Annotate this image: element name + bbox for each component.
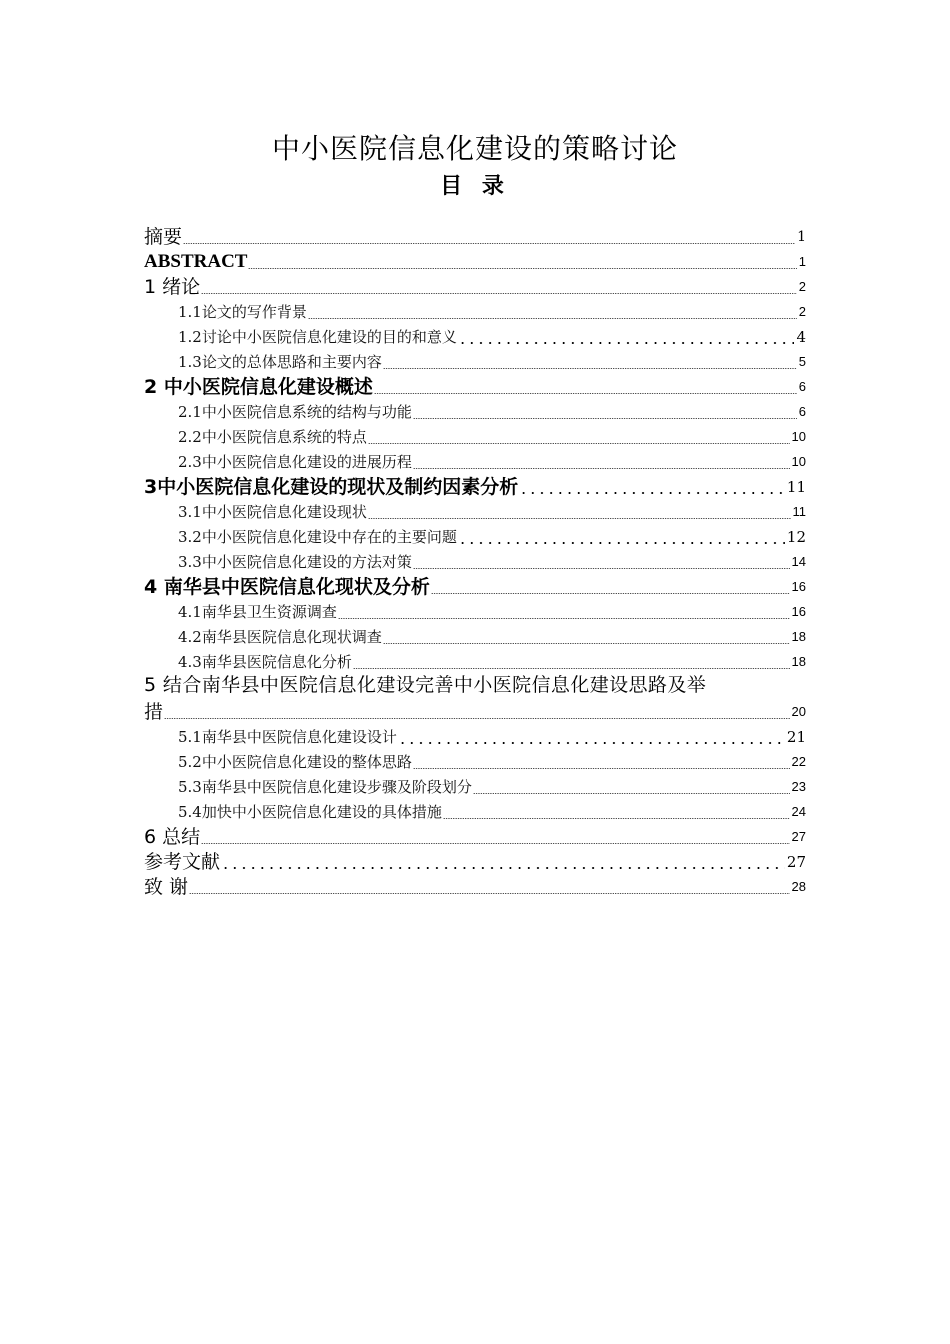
toc-entry-section-5-4[interactable] <box>144 798 806 823</box>
toc-page-number: 11 <box>792 504 806 519</box>
toc-page-number: 28 <box>791 879 806 894</box>
toc-page-number: 18 <box>791 629 806 644</box>
toc-page-number: 4 <box>796 328 806 346</box>
dot-leader <box>338 618 790 619</box>
toc-entry-section-2-2[interactable] <box>144 423 806 448</box>
toc-label: 5.1南华县中医院信息化建设设计 <box>178 728 397 746</box>
toc-label: 3.3中小医院信息化建设的方法对策 <box>178 553 412 571</box>
toc-entry-section-2-3[interactable] <box>144 448 806 473</box>
toc-page-number: 18 <box>791 654 806 669</box>
toc-entry-chapter-6[interactable] <box>144 823 806 848</box>
toc-page-number: 27 <box>786 853 806 871</box>
dot-leader <box>413 418 797 419</box>
toc-label: 3.1中小医院信息化建设现状 <box>178 503 367 521</box>
dot-leader <box>201 843 789 844</box>
document-title: 中小医院信息化建设的策略讨论 <box>271 132 678 165</box>
toc-label: 2.3中小医院信息化建设的进展历程 <box>178 453 412 471</box>
dot-leader <box>201 293 797 294</box>
toc-label: 4.3南华县医院信息化分析 <box>178 653 352 671</box>
toc-label: 4 南华县中医院信息化现状及分析 <box>144 576 430 598</box>
toc-label: 2.2中小医院信息系统的特点 <box>178 428 367 446</box>
toc-heading: 目 录 <box>440 174 510 199</box>
toc-label: 1.3论文的总体思路和主要内容 <box>178 353 382 371</box>
toc-label: ABSTRACT <box>144 251 248 272</box>
dot-leader <box>353 668 790 669</box>
toc-label: 摘要 <box>144 226 183 248</box>
toc-entry-section-5-2[interactable] <box>144 748 806 773</box>
toc-label: 致 谢 <box>144 876 189 898</box>
toc-page-number: 10 <box>791 429 806 444</box>
dot-leader <box>443 818 790 819</box>
toc-label: 1.2讨论中小医院信息化建设的目的和意义 <box>178 328 457 346</box>
toc-page-number: 22 <box>791 754 806 769</box>
toc-entry-chapter-2[interactable] <box>144 373 806 398</box>
dot-leader <box>164 718 790 719</box>
toc-page-number: 27 <box>791 829 806 844</box>
dot-leader <box>473 793 790 794</box>
toc-entry-section-4-1[interactable] <box>144 598 806 623</box>
dot-leader <box>368 443 790 444</box>
toc-page-number: 2 <box>798 279 806 294</box>
dot-leader <box>189 893 789 894</box>
toc-label: 参考文献 <box>144 851 221 873</box>
toc-page-number: 24 <box>791 804 806 819</box>
toc-entry-chapter-5[interactable] <box>144 698 806 723</box>
toc-entry-chapter-5-line1[interactable]: 5 结合南华县中医院信息化建设完善中小医院信息化建设思路及举 <box>144 674 707 696</box>
toc-page-number: 12 <box>786 528 806 546</box>
dot-leader <box>413 768 790 769</box>
toc-label: 1 绪论 <box>144 276 201 298</box>
toc-entry-chapter-1[interactable] <box>144 273 806 298</box>
toc-entry-section-1-2[interactable] <box>144 323 806 348</box>
dot-leader <box>413 468 790 469</box>
toc-label: 2 中小医院信息化建设概述 <box>144 376 373 398</box>
toc-label: 4.1南华县卫生资源调查 <box>178 603 337 621</box>
dot-leader <box>413 568 790 569</box>
toc-label: 5.4加快中小医院信息化建设的具体措施 <box>178 803 442 821</box>
dot-leader <box>368 518 791 519</box>
dot-leader <box>308 318 797 319</box>
toc-label: 3中小医院信息化建设的现状及制约因素分析 <box>144 476 519 498</box>
toc-entry-abstract-en[interactable] <box>144 248 806 273</box>
toc-entry-references[interactable] <box>144 848 806 873</box>
toc-page-number: 1 <box>797 229 806 245</box>
toc-page-number: 6 <box>798 404 806 419</box>
dot-leader <box>398 742 785 744</box>
dot-leader <box>431 593 790 594</box>
dot-leader <box>221 867 785 869</box>
toc-entry-section-1-1[interactable] <box>144 298 806 323</box>
toc-page-number: 16 <box>791 579 806 594</box>
dot-leader <box>519 492 785 494</box>
toc-entry-acknowledgements[interactable] <box>144 873 806 898</box>
toc-label: 2.1中小医院信息系统的结构与功能 <box>178 403 412 421</box>
dot-leader <box>183 243 795 244</box>
toc-entry-section-3-1[interactable] <box>144 498 806 523</box>
toc-page-number: 5 <box>798 354 806 369</box>
toc-entry-section-2-1[interactable] <box>144 398 806 423</box>
toc-entry-chapter-4[interactable] <box>144 573 806 598</box>
toc-label: 1.1论文的写作背景 <box>178 303 307 321</box>
toc-page-number: 11 <box>786 478 806 496</box>
dot-leader <box>248 268 796 269</box>
toc-label: 措 <box>144 701 164 723</box>
toc-label: 5.3南华县中医院信息化建设步骤及阶段划分 <box>178 778 472 796</box>
toc-entry-section-5-1[interactable] <box>144 723 806 748</box>
dot-leader <box>458 542 785 544</box>
dot-leader <box>458 342 795 344</box>
dot-leader <box>383 643 790 644</box>
toc-label: 6 总结 <box>144 826 201 848</box>
toc-entry-section-3-2[interactable] <box>144 523 806 548</box>
toc-page-number: 6 <box>798 379 806 394</box>
toc-entry-section-4-3[interactable] <box>144 648 806 673</box>
toc-label: 4.2南华县医院信息化现状调查 <box>178 628 382 646</box>
toc-entry-section-3-3[interactable] <box>144 548 806 573</box>
toc-page-number: 20 <box>791 704 806 719</box>
toc-page-number: 16 <box>791 604 806 619</box>
toc-page-number: 14 <box>791 554 806 569</box>
dot-leader <box>383 368 797 369</box>
toc-page-number: 21 <box>786 728 806 746</box>
table-of-contents <box>144 223 806 898</box>
toc-label: 5.2中小医院信息化建设的整体思路 <box>178 753 412 771</box>
toc-entry-section-1-3[interactable] <box>144 348 806 373</box>
toc-page-number: 2 <box>798 304 806 319</box>
toc-page-number: 23 <box>791 779 806 794</box>
toc-label: 3.2中小医院信息化建设中存在的主要问题 <box>178 528 457 546</box>
toc-entry-abstract-cn[interactable] <box>144 223 806 248</box>
toc-page-number: 1 <box>798 254 806 269</box>
toc-page-number: 10 <box>791 454 806 469</box>
toc-entry-chapter-3[interactable] <box>144 473 806 498</box>
dot-leader <box>374 393 797 394</box>
toc-entry-section-4-2[interactable] <box>144 623 806 648</box>
toc-entry-section-5-3[interactable] <box>144 773 806 798</box>
